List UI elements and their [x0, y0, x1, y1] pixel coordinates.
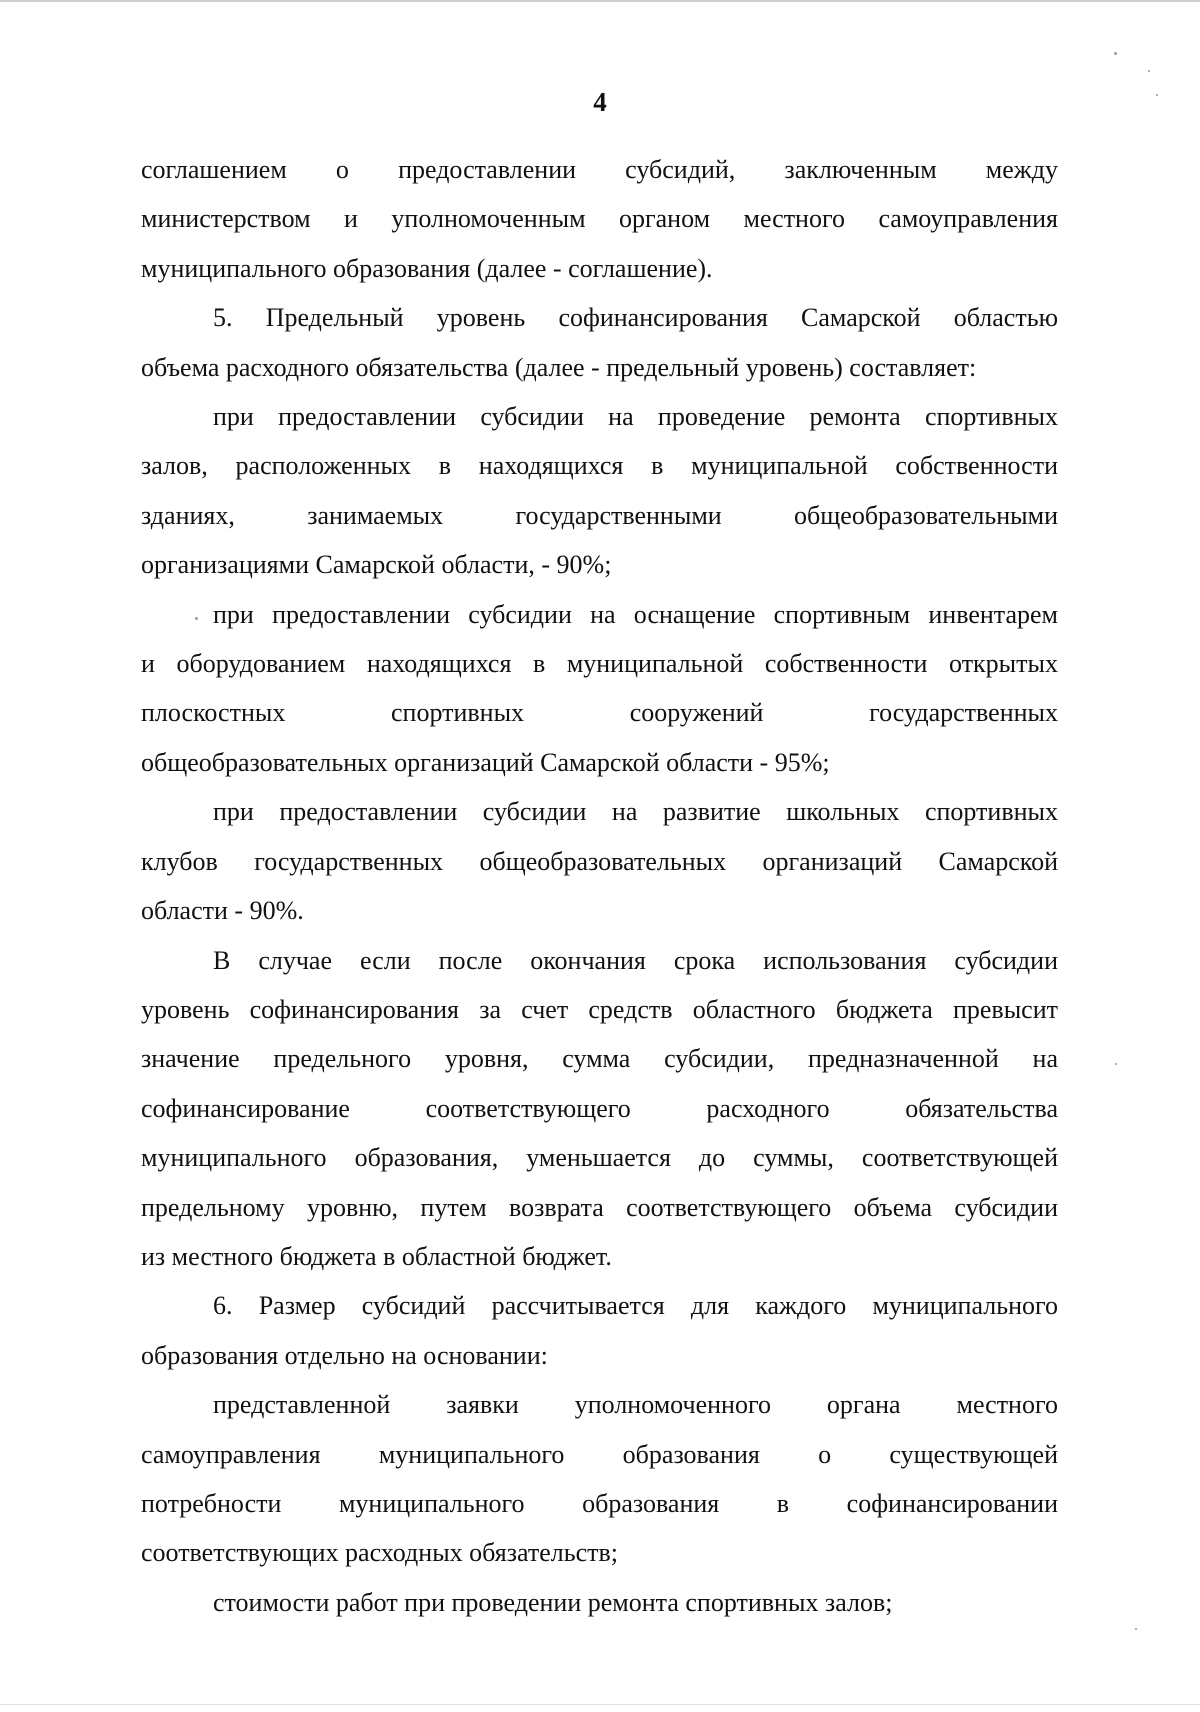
text-line: образования отдельно на основании: — [141, 1340, 548, 1370]
text-line: области - 90%. — [141, 896, 304, 926]
text-line: при предоставлении субсидии на оснащение спортивным инвентарем — [213, 599, 1058, 629]
text-line: общеобразовательных организаций Самарской области - 95%; — [141, 747, 830, 777]
text-line: соглашением о предоставлении субсидий, заключенным между — [141, 155, 1058, 184]
text-line: министерством и уполномоченным органом местного самоуправления — [141, 204, 1058, 234]
scan-speck — [195, 617, 198, 620]
text-line: плоскостных спортивных сооружений государственных — [141, 698, 1058, 728]
text-line: значение предельного уровня, сумма субсидии, предназначенной на — [141, 1044, 1058, 1074]
text-line: представленной заявки уполномоченного органа местного — [213, 1390, 1058, 1420]
paragraph-repair-cost — [141, 1578, 1058, 1627]
scan-bottom-edge — [0, 1704, 1200, 1705]
text-line: 6. Размер субсидий рассчитывается для каждого муниципального — [213, 1291, 1058, 1321]
page-number: 4 — [593, 87, 607, 117]
text-line: зданиях, занимаемых государственными общеобразовательными — [141, 500, 1058, 530]
text-line: из местного бюджета в областной бюджет. — [141, 1241, 612, 1271]
text-line: клубов государственных общеобразовательных организаций Самарской — [141, 846, 1058, 876]
text-line: потребности муниципального образования в софинансировании — [141, 1488, 1058, 1518]
scan-speck — [1115, 1063, 1117, 1065]
text-line: соответствующих расходных обязательств; — [141, 1538, 618, 1568]
scan-speck — [1114, 52, 1117, 55]
text-line: В случае если после окончания срока использования субсидии — [213, 945, 1058, 975]
text-line: организациями Самарской области, - 90%; — [141, 550, 612, 580]
scan-speck — [1156, 94, 1158, 96]
text-line: залов, расположенных в находящихся в муниципальной собственности — [141, 451, 1058, 481]
text-line: софинансирование соответствующего расходного обязательства — [141, 1093, 1058, 1123]
text-line: предельному уровню, путем возврата соответствующего объема субсидии — [141, 1192, 1058, 1222]
paragraph-agreement-continuation — [141, 145, 1058, 293]
text-line: самоуправления муниципального образования о существующей — [141, 1439, 1058, 1469]
paragraph-item-5 — [141, 293, 1058, 392]
paragraph-item-6 — [141, 1281, 1058, 1380]
scan-speck — [1135, 1628, 1137, 1630]
paragraph-school-sports-clubs — [141, 787, 1058, 935]
text-line: объема расходного обязательства (далее - предельный уровень) составляет: — [141, 352, 977, 382]
scan-top-edge — [0, 0, 1200, 2]
paragraph-sports-equipment — [141, 590, 1058, 788]
text-line: муниципального образования (далее - соглашение). — [141, 253, 713, 283]
text-line: при предоставлении субсидии на развитие школьных спортивных — [213, 797, 1058, 827]
text-line: 5. Предельный уровень софинансирования Самарской областью — [213, 303, 1058, 333]
document-body — [141, 145, 1058, 1627]
text-line: муниципального образования, уменьшается до суммы, соответствующей — [141, 1143, 1058, 1173]
paragraph-gym-repair — [141, 392, 1058, 590]
scan-speck — [1148, 70, 1150, 72]
text-line: стоимости работ при проведении ремонта спортивных залов; — [213, 1587, 893, 1617]
text-line: уровень софинансирования за счет средств областного бюджета превысит — [141, 994, 1058, 1024]
paragraph-application-basis — [141, 1380, 1058, 1578]
paragraph-cofinancing-excess — [141, 936, 1058, 1282]
text-line: при предоставлении субсидии на проведение ремонта спортивных — [213, 402, 1058, 432]
text-line: и оборудованием находящихся в муниципальной собственности открытых — [141, 649, 1058, 679]
